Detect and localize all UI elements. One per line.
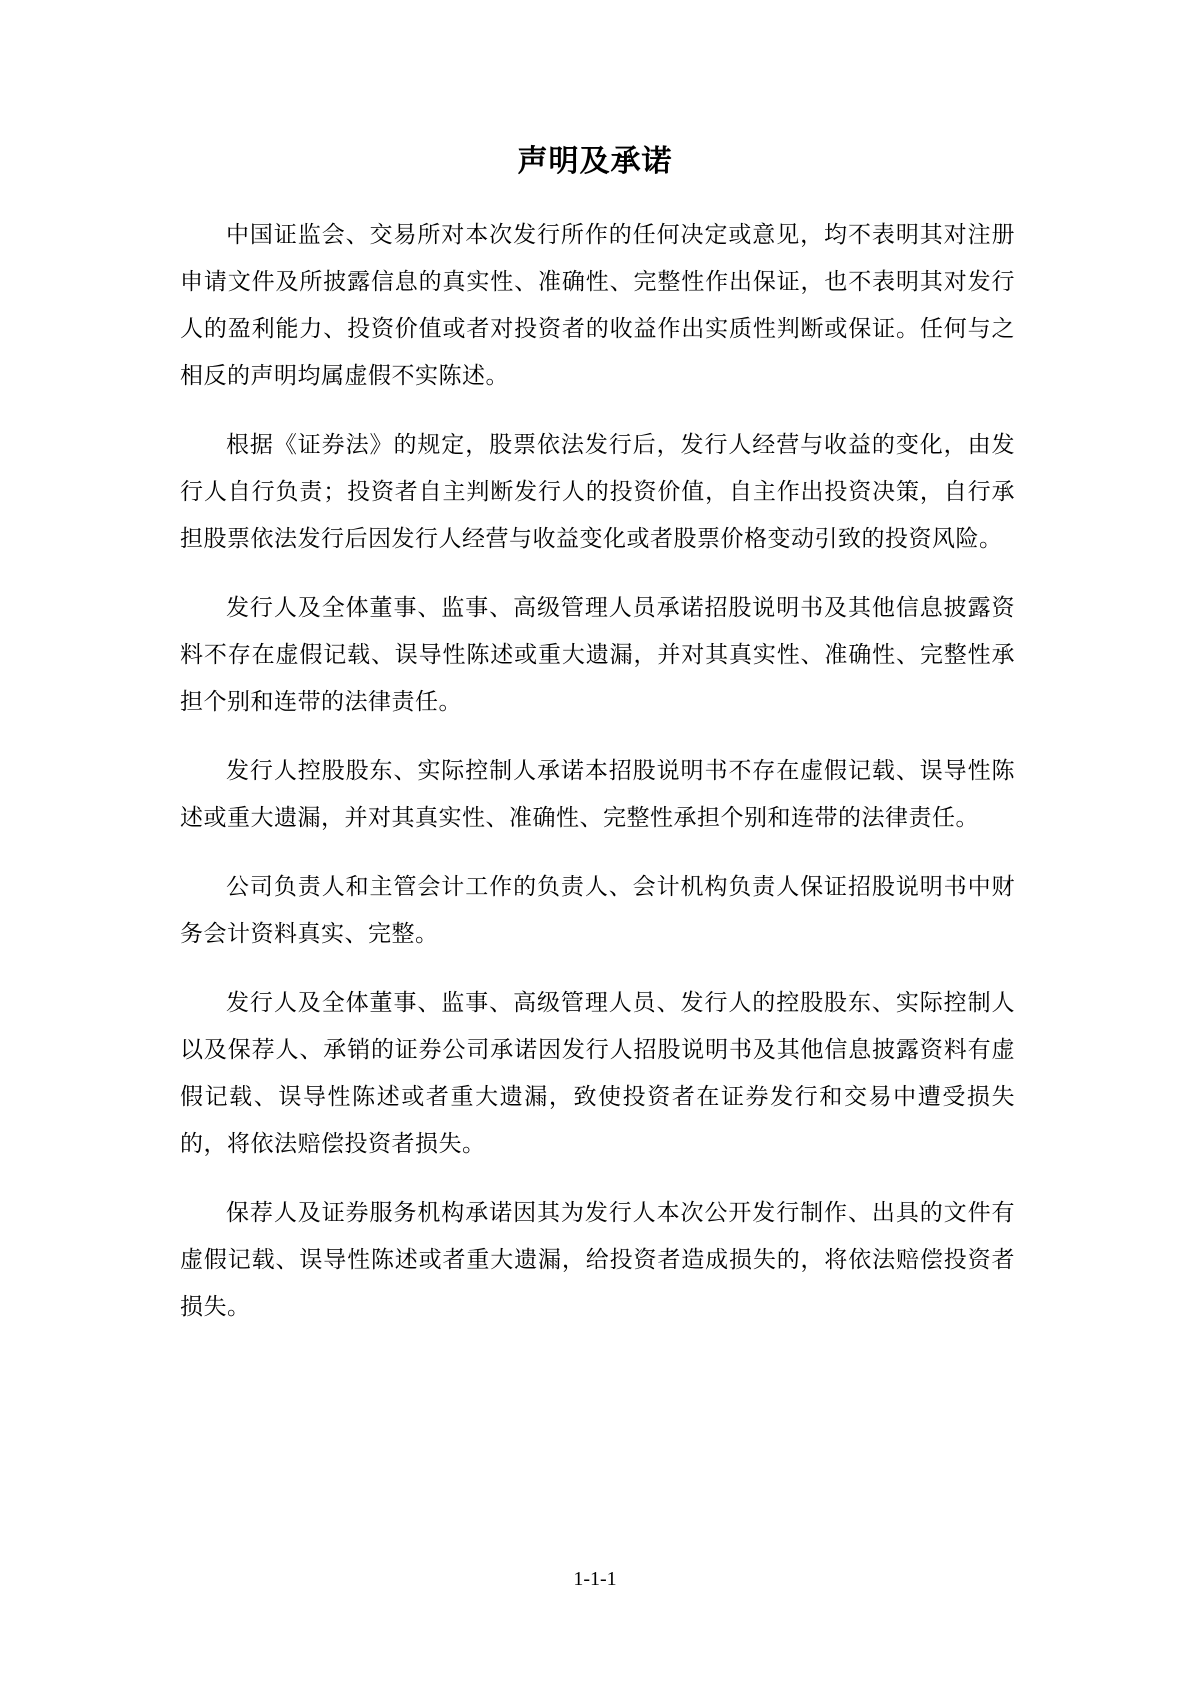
document-body <box>180 212 1015 1353</box>
page-title: 声明及承诺 <box>517 144 673 179</box>
paragraph-controlling-shareholder-commitment: 发行人控股股东、实际控制人承诺本招股说明书不存在虚假记载、误导性陈述或重大遗漏，并对其真实性、准确性、完整性承担个别和连带的法律责任。 <box>180 758 1015 831</box>
paragraph-sponsor-commitment: 保荐人及证券服务机构承诺因其为发行人本次公开发行制作、出具的文件有虚假记载、误导性陈述或者重大遗漏，给投资者造成损失的，将依法赔偿投资者损失。 <box>180 1200 1015 1320</box>
page-number: 1-1-1 <box>573 1568 617 1590</box>
paragraph-financial-data-guarantee: 公司负责人和主管会计工作的负责人、会计机构负责人保证招股说明书中财务会计资料真实、完整。 <box>180 874 1015 947</box>
paragraph-compensation-commitment: 发行人及全体董事、监事、高级管理人员、发行人的控股股东、实际控制人以及保荐人、承销的证券公司承诺因发行人招股说明书及其他信息披露资料有虚假记载、误导性陈述或者重大遗漏，致使投资者在证券发行和交易中遭受损失的，将依法赔偿投资者损失。 <box>180 990 1015 1157</box>
paragraph-regulator-disclaimer: 中国证监会、交易所对本次发行所作的任何决定或意见，均不表明其对注册申请文件及所披露信息的真实性、准确性、完整性作出保证，也不表明其对发行人的盈利能力、投资价值或者对投资者的收益作出实质性判断或保证。任何与之相反的声明均属虚假不实陈述。 <box>180 222 1015 389</box>
paragraph-directors-commitment: 发行人及全体董事、监事、高级管理人员承诺招股说明书及其他信息披露资料不存在虚假记载、误导性陈述或重大遗漏，并对其真实性、准确性、完整性承担个别和连带的法律责任。 <box>180 595 1015 715</box>
paragraph-investment-risk: 根据《证券法》的规定，股票依法发行后，发行人经营与收益的变化，由发行人自行负责；投资者自主判断发行人的投资价值，自主作出投资决策，自行承担股票依法发行后因发行人经营与收益变化或者股票价格变动引致的投资风险。 <box>180 432 1015 552</box>
